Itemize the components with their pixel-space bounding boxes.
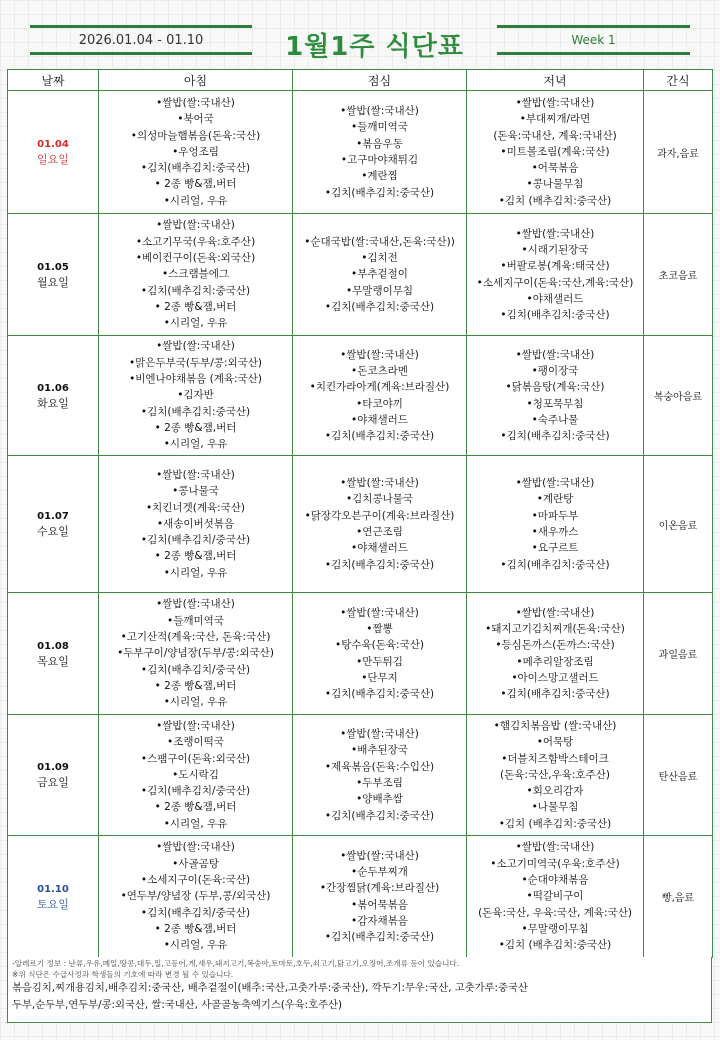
menu-item: •김치(배추김치:중국산) (500, 688, 610, 701)
menu-item: •김치(배추김치:중국산) (500, 309, 610, 322)
dinner-cell (467, 715, 644, 836)
breakfast-cell (99, 91, 293, 214)
menu-item: •고구마야채튀김 (340, 154, 419, 166)
day-of-week: 일요일 (37, 153, 69, 166)
menu-item: •치킨가라아게(계육:브라질산) (309, 381, 450, 394)
breakfast-cell (99, 593, 293, 715)
menu-item: (돈육:국산,우육:호주산) (500, 768, 610, 781)
breakfast-cell (99, 715, 293, 836)
menu-item: •김자반 (177, 389, 214, 402)
origin-note-2: 두부,순두부,연두부/콩:외국산, 쌀:국내산, 사골골농축엑기스(우육:호주산) (12, 999, 343, 1011)
dinner-cell (467, 336, 644, 456)
breakfast-cell (99, 214, 293, 336)
menu-item: •간장찜닭(계육:브라질산) (319, 882, 440, 895)
menu-item: •시리얼, 우유 (163, 438, 228, 451)
snack-cell: 초코음료 (644, 214, 713, 336)
day-row (8, 336, 713, 456)
menu-item: •사골곰탕 (172, 857, 219, 870)
menu-item: •순대야채볶음 (521, 874, 589, 887)
menu-item: •콩나물무침 (526, 178, 584, 191)
menu-item: •조랭이떡국 (167, 736, 224, 749)
menu-item: •치킨너겟(계육:국산) (145, 501, 246, 514)
menu-item: •김치(배추김치/중국산) (140, 785, 251, 798)
menu-item: •짬뽕 (366, 622, 393, 635)
menu-item: •어묵볶음 (531, 162, 579, 175)
menu-item: •김치(배추김치:중국산) (140, 284, 251, 297)
date-number: 01.10 (37, 883, 69, 895)
snack-cell: 복숭아음료 (644, 336, 713, 456)
date-number: 01.05 (37, 261, 69, 273)
menu-item: •김치 (배추김치:중국산) (498, 817, 612, 830)
date-number: 01.04 (37, 139, 69, 150)
menu-item: •나물무침 (531, 801, 579, 814)
date-number: 01.06 (37, 382, 69, 394)
menu-item: •두부조림 (356, 777, 403, 789)
menu-item: •김치(배추김치:중국산) (324, 931, 435, 944)
menu-item: •더블치즈함박스테이크 (501, 752, 609, 765)
menu-item: •배추된장국 (351, 744, 408, 757)
menu-item: •김치(배추김치:중국산) (324, 558, 435, 571)
menu-item: •쌀밥(쌀:국내산) (156, 219, 235, 232)
change-note: ※위 식단은 수급사정과 학생들의 기호에 따라 변경 될 수 있습니다. (12, 970, 234, 979)
date-cell (8, 593, 99, 715)
header-breakfast: 아침 (99, 70, 293, 91)
menu-item: •쌀밥(쌀:국내산) (340, 105, 419, 118)
lunch-cell (293, 715, 467, 836)
menu-item: •쌀밥(쌀:국내산) (515, 477, 595, 490)
menu-item: •맑은두부국(두부/콩:외국산) (128, 356, 263, 369)
breakfast-cell (99, 836, 293, 958)
dinner-cell (467, 836, 644, 958)
menu-item: •돈코츠라멘 (351, 364, 408, 377)
menu-item: •연근조림 (356, 526, 403, 538)
menu-item: •북어국 (177, 113, 214, 126)
menu-item: •숙주나물 (531, 413, 579, 426)
date-number: 01.07 (37, 511, 69, 522)
header-date: 날짜 (8, 70, 99, 91)
day-row (8, 593, 713, 715)
menu-item: (돈육:국산, 우육:국산, 계육:국산) (478, 906, 632, 919)
date-range: 2026.01.04 - 01.10 (78, 32, 204, 48)
menu-item: •김치(배추김치:중국산) (500, 558, 610, 571)
menu-item: •김치(배추김치:중국산) (324, 809, 435, 822)
snack-cell: 이온음료 (644, 456, 713, 593)
menu-item: •닭장각오븐구이(계육:브라질산) (304, 509, 455, 522)
menu-item: •시래기된장국 (521, 243, 589, 256)
dinner-cell (467, 593, 644, 715)
menu-item: •소세지구이(돈육:국산,계육:국산) (476, 276, 634, 289)
menu-item: •버팔로봉(계육:태국산) (500, 260, 610, 273)
menu-item: •쌀밥(쌀:국내산) (156, 96, 235, 109)
date-range-box (30, 25, 252, 55)
menu-item: •김치(배추김치:중국산) (324, 430, 435, 443)
table-header-row (8, 70, 713, 91)
menu-item: •닭볶음탕(계육:국산) (505, 381, 605, 394)
menu-item: •김치콩나물국 (345, 493, 414, 506)
menu-item: •김치전 (361, 252, 398, 265)
menu-item: •순두부찌개 (351, 865, 408, 878)
menu-item: •김치(배추김치:중국산) (324, 688, 435, 701)
menu-item: •시리얼, 우유 (163, 566, 228, 579)
menu-item: •쌀밥(쌀:국내산) (156, 841, 235, 854)
menu-item: •김치(배추김치/중국산) (140, 663, 251, 676)
menu-item: •김치(배추김치:중국산) (324, 300, 435, 313)
menu-item: •고기산적(계육:국산, 돈육:국산) (120, 631, 271, 644)
snack-cell: 탄산음료 (644, 715, 713, 836)
menu-item: •쌀밥(쌀:국내산) (156, 340, 235, 353)
menu-item: •김치(배추김치:중국산) (500, 430, 610, 443)
menu-item: •부추겉절이 (351, 268, 408, 281)
menu-item: •스크램블에그 (161, 268, 230, 281)
day-of-week: 월요일 (37, 275, 69, 289)
day-row (8, 214, 713, 336)
menu-item: •스팸구이(돈육:외국산) (140, 752, 251, 765)
breakfast-cell (99, 456, 293, 593)
date-cell (8, 214, 99, 336)
menu-item: •베이컨구이(돈육:외국산) (135, 252, 256, 265)
menu-item: •우엉조림 (172, 145, 219, 158)
menu-item: • 2종 빵&잼,버터 (154, 421, 237, 434)
menu-item: •계란찜 (361, 170, 398, 183)
menu-item: •떡갈비구이 (526, 890, 584, 903)
date-number: 01.08 (37, 640, 69, 652)
menu-item: •마파두부 (531, 509, 579, 522)
lunch-cell (293, 836, 467, 958)
menu-item: •쌀밥(쌀:국내산) (340, 849, 419, 862)
menu-item: •순대국밥(쌀:국내산,돈육:국산)) (304, 235, 455, 248)
meal-table (7, 69, 713, 958)
menu-item: •김치 (배추김치:중국산) (498, 194, 612, 207)
menu-item: • 2종 빵&잼,버터 (154, 679, 237, 692)
menu-item: •볶어묵볶음 (351, 898, 408, 911)
menu-item: • 2종 빵&잼,버터 (154, 550, 237, 563)
dinner-cell (467, 456, 644, 593)
date-cell (8, 91, 99, 214)
menu-item: •회오리감자 (526, 785, 584, 798)
menu-item: •계란탕 (536, 493, 574, 506)
menu-item: •돼지고기김치찌개(돈육:국산) (485, 622, 625, 635)
menu-item: •쌀밥(쌀:국내산) (515, 348, 595, 361)
date-cell (8, 456, 99, 593)
menu-item: •쌀밥(쌀:국내산) (340, 728, 419, 741)
menu-item: •햄김치볶음밥 (쌀:국내산) (493, 719, 617, 732)
menu-item: •새우까스 (531, 526, 579, 538)
menu-item: •들깨미역국 (167, 614, 224, 627)
breakfast-cell (99, 336, 293, 456)
day-of-week: 목요일 (37, 654, 69, 668)
menu-item: • 2종 빵&잼,버터 (154, 178, 237, 191)
menu-item: •메추리알장조림 (516, 655, 594, 668)
menu-item: •두부구이/양념장(두부/콩:외국산) (117, 647, 274, 660)
lunch-cell (293, 336, 467, 456)
menu-item: •쌀밥(쌀:국내산) (515, 96, 595, 109)
menu-item: •야채샐러드 (526, 292, 584, 305)
menu-item: •소세지구이(돈육:국산) (140, 874, 251, 887)
header-lunch: 점심 (293, 70, 467, 91)
day-of-week: 토요일 (37, 897, 69, 911)
menu-item: •아이스망고샐러드 (511, 671, 599, 684)
lunch-cell (293, 456, 467, 593)
header (0, 0, 720, 66)
menu-item: •들깨미역국 (351, 121, 408, 134)
dinner-cell (467, 91, 644, 214)
day-of-week: 화요일 (37, 396, 69, 410)
table-body (8, 91, 713, 958)
date-cell (8, 715, 99, 836)
menu-item: •야채샐러드 (351, 413, 408, 426)
menu-item: • 2종 빵&잼,버터 (154, 922, 237, 935)
menu-item: •소고기무국(우육:호주산) (135, 235, 256, 248)
menu-item: •타코야끼 (356, 397, 403, 410)
menu-item: •탕수육(돈육:국산) (335, 639, 424, 652)
menu-item: •쌀밥(쌀:국내산) (340, 477, 419, 490)
day-of-week: 수요일 (37, 525, 69, 538)
menu-item: •김치(배추김치:중국산) (140, 405, 251, 418)
menu-item: •양배추쌈 (356, 793, 403, 806)
snack-cell: 빵,음료 (644, 836, 713, 958)
menu-item: •단무지 (361, 671, 398, 684)
menu-item: • 2종 빵&잼,버터 (154, 300, 237, 313)
menu-item: •무말랭이무침 (521, 922, 589, 935)
snack-cell: 과자,음료 (644, 91, 713, 214)
page-title: 1월1주 식단표 (285, 32, 464, 62)
menu-item: •볶음우동 (356, 137, 403, 150)
week-label: Week 1 (571, 33, 616, 47)
lunch-cell (293, 593, 467, 715)
menu-item: •쌀밥(쌀:국내산) (515, 841, 595, 854)
menu-item: •도시락김 (172, 768, 219, 781)
header-dinner: 저녁 (467, 70, 644, 91)
menu-item: •김치(배추김치:중국산) (324, 186, 435, 199)
week-box (497, 25, 690, 55)
menu-item: •쌀밥(쌀:국내산) (340, 348, 419, 361)
menu-item: •제육볶음(돈육:수입산) (324, 760, 435, 773)
menu-item: •쌀밥(쌀:국내산) (156, 719, 235, 732)
menu-item: •콩나물국 (172, 485, 219, 498)
day-row (8, 456, 713, 593)
menu-item: •감자채볶음 (351, 914, 408, 927)
header-snack: 간식 (644, 70, 713, 91)
menu-item: •쌀밥(쌀:국내산) (515, 606, 595, 619)
menu-item: •등심돈까스(돈까스:국산) (495, 639, 615, 652)
notes-section (7, 957, 712, 1023)
menu-item: •야채샐러드 (351, 542, 408, 555)
menu-item: •미트볼조림(계육:국산) (500, 145, 610, 158)
date-cell (8, 336, 99, 456)
dinner-cell (467, 214, 644, 336)
menu-item: •만두튀김 (356, 655, 403, 668)
day-row (8, 91, 713, 214)
menu-item: •시리얼, 우유 (163, 317, 228, 330)
menu-item: •요구르트 (531, 542, 579, 555)
date-number: 01.09 (37, 762, 69, 773)
date-cell (8, 836, 99, 958)
menu-item: •무말랭이무침 (345, 284, 414, 297)
menu-item: •연두부/양념장 (두부,콩/외국산) (120, 890, 271, 903)
menu-item: •쌀밥(쌀:국내산) (156, 468, 235, 481)
menu-item: •김치 (배추김치:중국산) (498, 939, 612, 952)
lunch-cell (293, 214, 467, 336)
menu-item: •소고기미역국(우육:호주산) (490, 857, 620, 870)
day-of-week: 금요일 (37, 776, 69, 789)
menu-item: •시리얼, 우유 (163, 194, 228, 207)
day-row (8, 715, 713, 836)
menu-item: •부대찌개/라면 (519, 113, 591, 126)
menu-item: •의성마늘햄볶음(돈육:국산) (130, 129, 261, 142)
menu-item: •김치(배추김치/중국산) (140, 906, 251, 919)
menu-item: •시리얼, 우유 (163, 939, 228, 952)
menu-item: •어묵탕 (536, 736, 574, 749)
menu-item: •김치(배추김치/중국산) (140, 534, 251, 547)
origin-note-1: 볶음김치,찌개용김치,배추김치:중국산, 배추겉절이(배추:국산,고춧가루:중국산), 깍두기:무우:국산, 고춧가루:중국산 (12, 982, 528, 994)
allergy-note: -알레르기 정보 : 난류,우유,메밀,땅콩,대두,밀,고등어,게,새우,돼지고기,복숭아,토마토,호두,쇠고기,닭고기,오징어,조개류 등이 있습니다. (12, 959, 460, 968)
menu-item: •쌀밥(쌀:국내산) (156, 598, 235, 611)
menu-item: •쌀밥(쌀:국내산) (515, 227, 595, 240)
snack-cell: 과일음료 (644, 593, 713, 715)
menu-item: •새송이버섯볶음 (156, 517, 235, 530)
day-row (8, 836, 713, 958)
menu-item: •팽이장국 (531, 364, 579, 377)
menu-item: •비엔나야채볶음 (계육:국산) (129, 373, 262, 386)
lunch-cell (293, 91, 467, 214)
menu-item: •청포묵무침 (526, 397, 584, 410)
menu-item: •시리얼, 우유 (163, 696, 228, 709)
menu-item: •시리얼, 우유 (163, 817, 228, 830)
menu-item: • 2종 빵&잼,버터 (154, 801, 237, 814)
menu-item: •김치(배추김치:중국산) (140, 162, 251, 175)
menu-item: •쌀밥(쌀:국내산) (340, 606, 419, 619)
menu-item: (돈육:국내산, 계육:국내산) (493, 129, 617, 142)
